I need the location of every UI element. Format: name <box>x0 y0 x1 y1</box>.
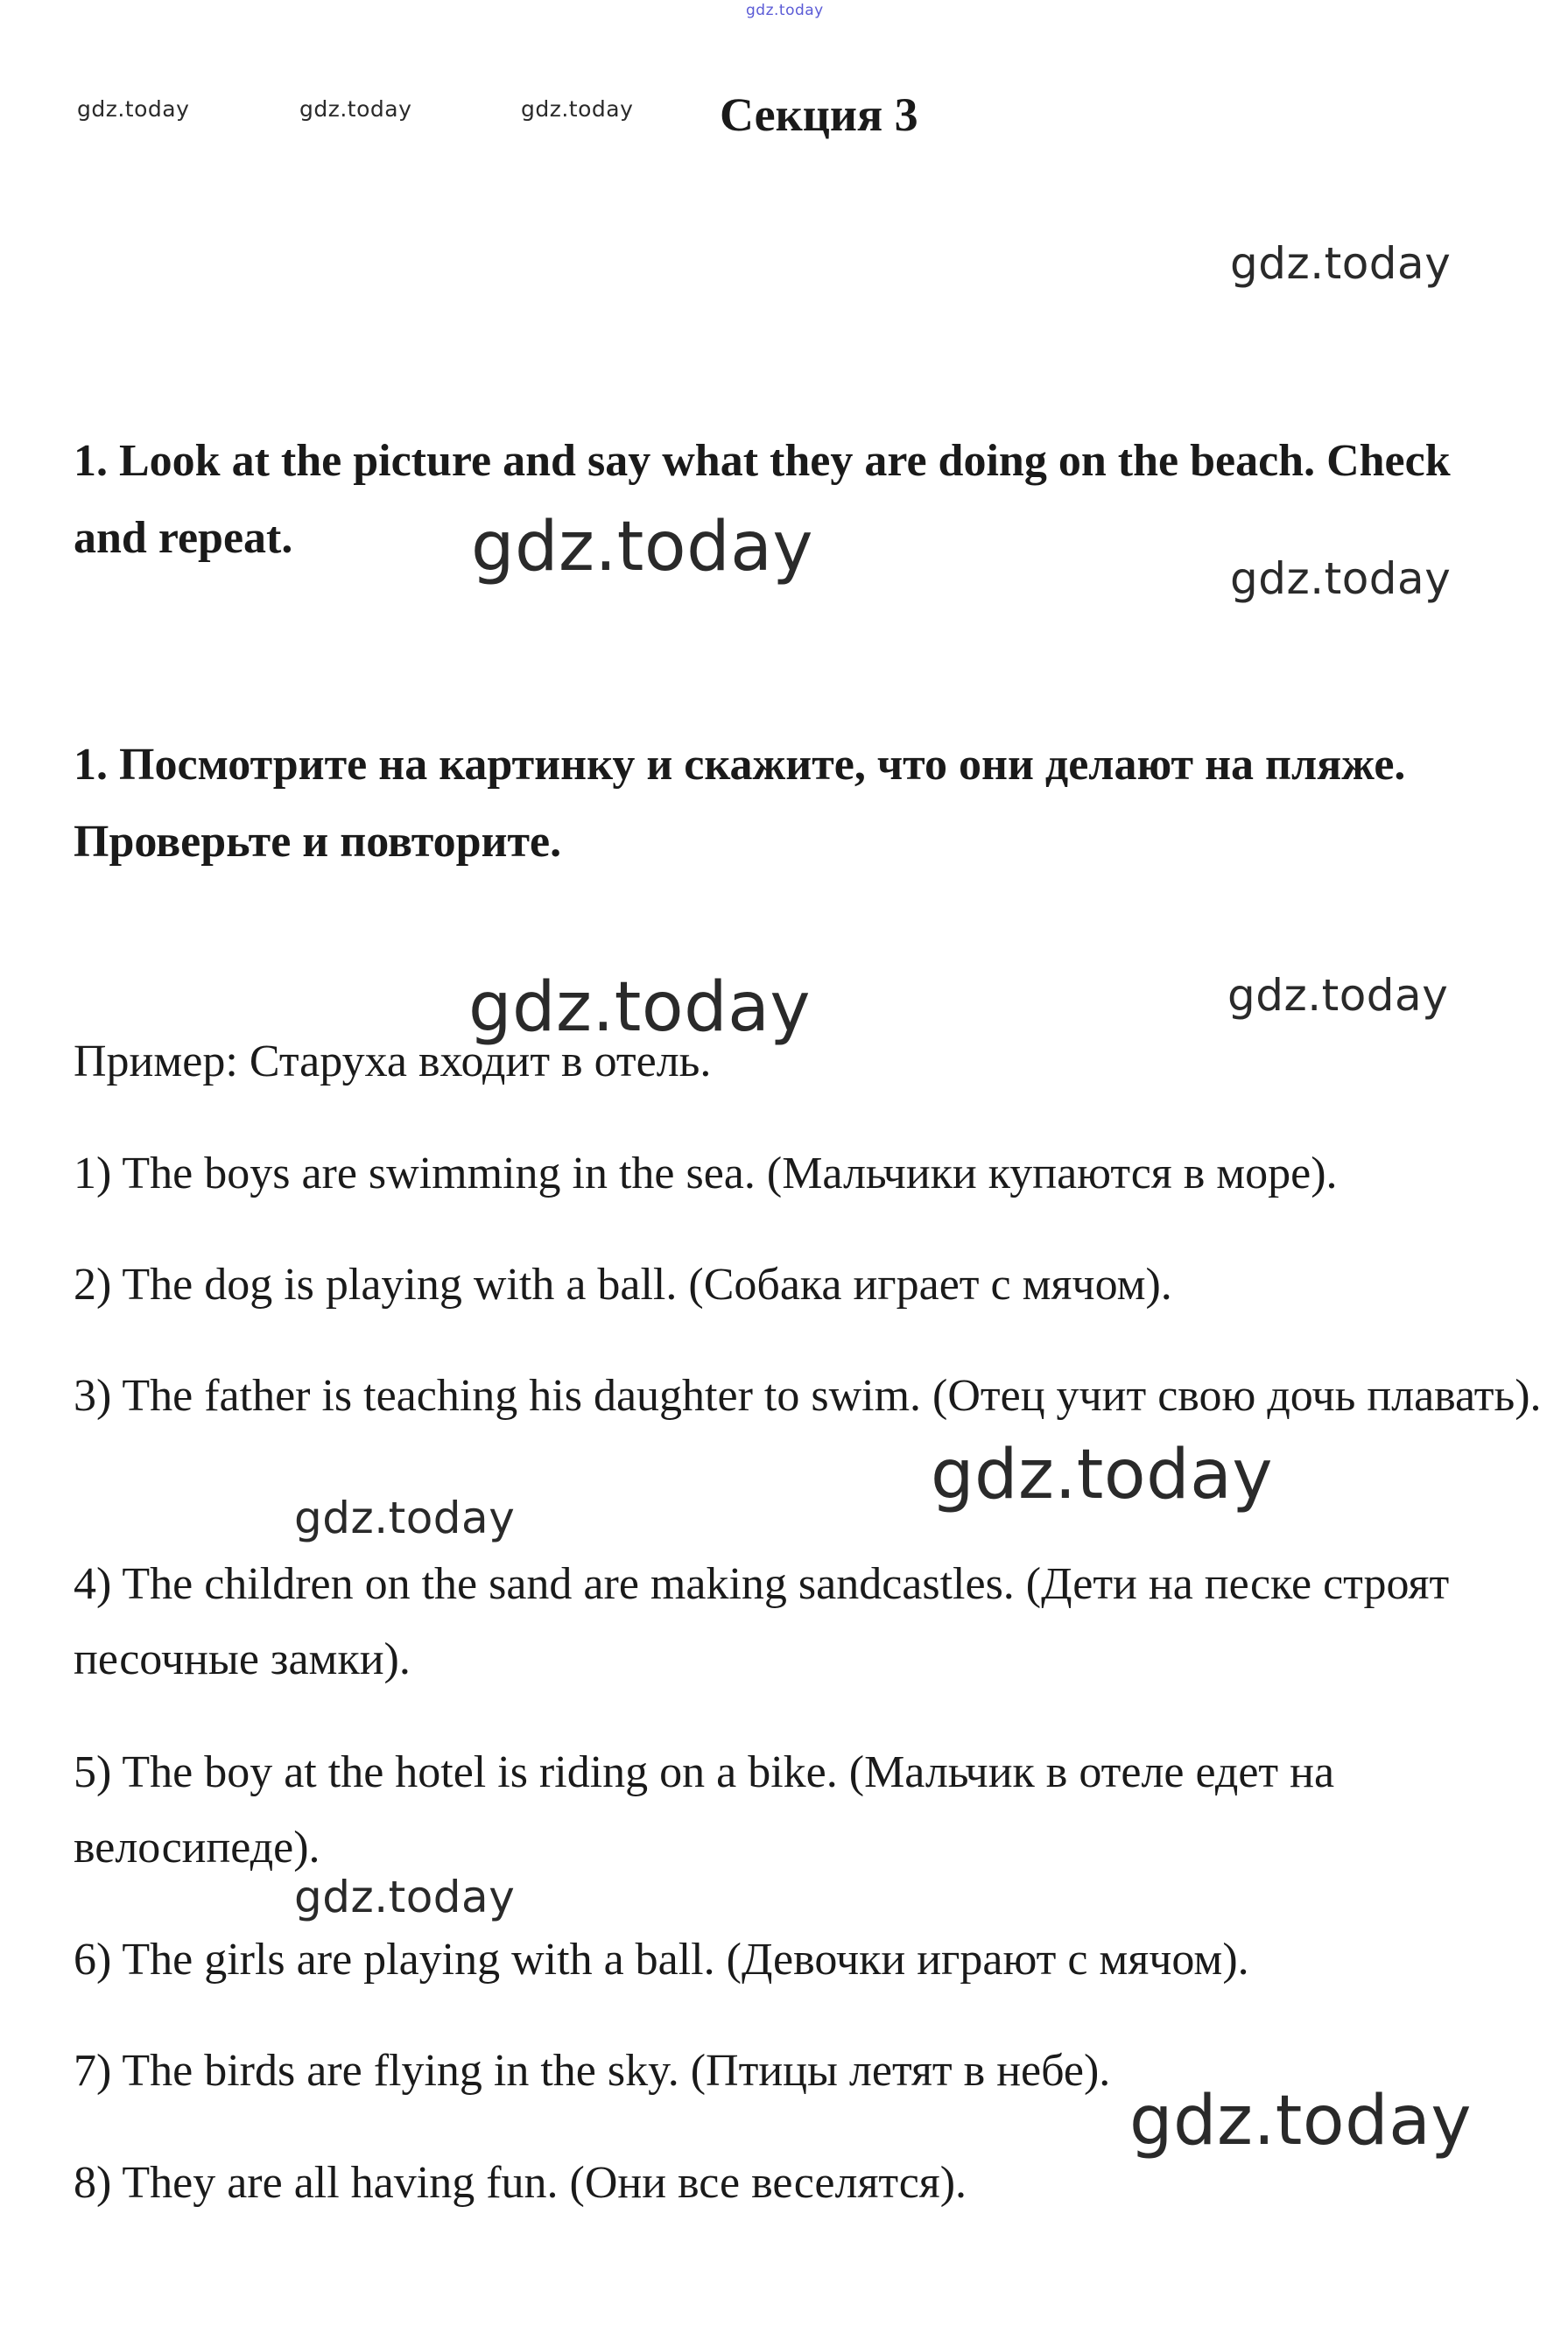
task-heading-russian: 1. Посмотрите на картинку и скажите, что они делают на пляже. Проверьте и повторите. <box>74 740 1406 867</box>
watermark-top: gdz.today <box>746 2 824 19</box>
watermark-large: gdz.today <box>1129 2082 1473 2161</box>
answer-item: 8) They are all having fun. (Они все веселятся). <box>74 2158 967 2208</box>
section-title: Секция 3 <box>720 88 918 141</box>
watermark-mid: gdz.today <box>471 508 814 587</box>
watermark-right: gdz.today <box>1230 553 1452 604</box>
answer-item: 2) The dog is playing with a ball. (Собака играет с мячом). <box>74 1260 1172 1310</box>
watermark-small: gdz.today <box>77 96 190 122</box>
watermark-large: gdz.today <box>931 1436 1274 1514</box>
answer-item: 5) The boy at the hotel is riding on a bike. (Мальчик в отеле едет на велосипеде). <box>74 1747 1335 1873</box>
answer-item: 1) The boys are swimming in the sea. (Мальчики купаются в море). <box>74 1149 1338 1198</box>
answer-item: 7) The birds are flying in the sky. (Птицы летят в небе). <box>74 2046 1111 2096</box>
answer-item: 3) The father is teaching his daughter to swim. (Отец учит свою дочь плавать). <box>74 1371 1542 1421</box>
example-line: Пример: Старуха входит в отель. <box>74 1036 712 1086</box>
watermark-small: gdz.today <box>299 96 412 122</box>
watermark-right: gdz.today <box>1230 238 1452 289</box>
watermark-mid: gdz.today <box>468 968 812 1047</box>
task-heading-english: 1. Look at the picture and say what they are doing on the beach. Check and repeat. <box>74 436 1451 563</box>
answer-item: 6) The girls are playing with a ball. (Девочки играют с мячом). <box>74 1935 1249 1985</box>
watermark-right: gdz.today <box>1227 970 1449 1021</box>
watermark-small: gdz.today <box>521 96 634 122</box>
watermark-left: gdz.today <box>294 1493 516 1543</box>
watermark-left: gdz.today <box>294 1872 516 1922</box>
answer-item: 4) The children on the sand are making sandcastles. (Дети на песке строят песочные замки). <box>74 1559 1450 1684</box>
